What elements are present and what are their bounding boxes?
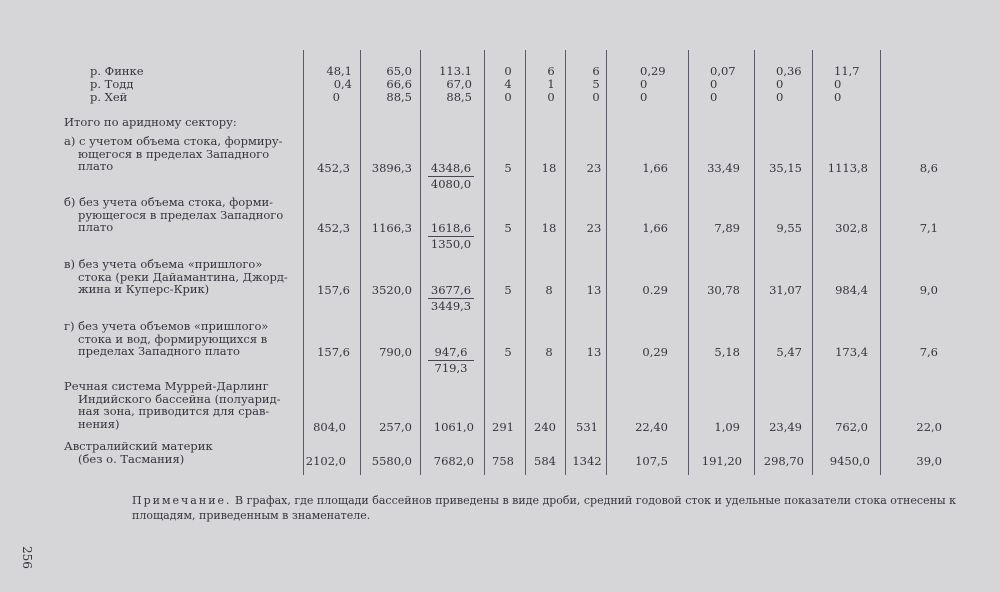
river-name: р. Финке (90, 64, 144, 78)
cell-d2: 7,89 (714, 221, 740, 235)
cell-c3: 5 (592, 77, 600, 91)
cell-area-total: 1061,0 (433, 420, 474, 434)
cell-d3: 31,07 (769, 283, 802, 297)
cell-area-a: 452,3 (317, 161, 350, 175)
cell-d5: 9,0 (919, 283, 938, 297)
cell-c3: 13 (586, 283, 602, 297)
cell-c3: 0 (592, 90, 600, 104)
cell-area-b: 5580,0 (371, 454, 412, 468)
cell-d5: 22,0 (916, 420, 942, 434)
row-label-line: стока и вод, формирующихся в (78, 331, 268, 346)
column-rule (303, 50, 304, 475)
fraction-denominator: 4080,0 (430, 177, 472, 191)
cell-c1: 291 (492, 420, 514, 434)
cell-d3: 9,55 (776, 221, 802, 235)
cell-d4: 1113,8 (827, 161, 868, 175)
cell-d1: 0,29 (642, 345, 668, 359)
table-note (132, 493, 962, 523)
cell-area-b: 66,6 (386, 77, 412, 91)
column-rule (688, 50, 689, 475)
cell-area-a: 452,3 (317, 221, 350, 235)
cell-d4: 9450,0 (829, 454, 870, 468)
cell-d5: 8,6 (919, 161, 938, 175)
column-rule (754, 50, 755, 475)
row-label-line: в) без учета объема «пришлого» (64, 257, 263, 271)
cell-d5: 7,6 (919, 345, 938, 359)
cell-d1: 1,66 (642, 221, 668, 235)
row-label-line: Речная система Муррей-Дарлинг (64, 379, 269, 393)
cell-area-a: 157,6 (317, 283, 350, 297)
cell-d3: 0 (776, 77, 784, 91)
cell-c2: 584 (534, 454, 556, 468)
row-label-line: плато (78, 159, 114, 173)
cell-d4: 11,7 (834, 64, 860, 78)
cell-area-a: 157,6 (317, 345, 350, 359)
cell-d1: 107,5 (635, 454, 668, 468)
section-heading: Итого по аридному сектору: (64, 115, 237, 129)
page-number: 256 (20, 546, 34, 569)
cell-area-total: 67,0 (446, 77, 472, 91)
cell-c2: 0 (547, 90, 555, 104)
row-label-line: г) без учета объемов «пришлого» (64, 319, 269, 333)
cell-c3: 6 (592, 64, 600, 78)
row-label-line: (без о. Тасмания) (78, 451, 185, 466)
cell-area-fraction (428, 222, 474, 251)
cell-area-a: 804,0 (313, 420, 346, 434)
cell-d3: 0,36 (776, 64, 802, 78)
cell-d2: 0,07 (710, 64, 736, 78)
cell-area-total: 88,5 (446, 90, 472, 104)
cell-d4: 173,4 (835, 345, 868, 359)
cell-c1: 0 (504, 90, 512, 104)
row-label (64, 135, 294, 173)
cell-d1: 0,29 (640, 64, 666, 78)
column-rule (565, 50, 566, 475)
row-label-line: стока (реки Дайамантина, Джорд- (78, 269, 288, 284)
fraction-numerator: 1618,6 (428, 222, 474, 237)
cell-d4: 302,8 (835, 221, 868, 235)
row-label (64, 258, 294, 296)
row-label-line: пределах Западного плато (78, 344, 240, 358)
row-label (64, 380, 298, 430)
cell-c3: 13 (586, 345, 602, 359)
cell-d2: 33,49 (707, 161, 740, 175)
cell-c1: 4 (504, 77, 512, 91)
fraction-denominator: 3449,3 (430, 299, 472, 313)
fraction-numerator: 3677,6 (428, 284, 474, 299)
cell-c1: 758 (492, 454, 514, 468)
cell-d2: 1,09 (714, 420, 740, 434)
cell-c2: 8 (545, 283, 553, 297)
row-label-line: ная зона, приводится для срав- (78, 404, 270, 418)
river-name: р. Тодд (90, 77, 134, 91)
row-label-line: рующегося в пределах Западного (78, 207, 284, 222)
row-label-line: нения) (78, 416, 120, 431)
cell-area-total: 7682,0 (433, 454, 474, 468)
cell-d2: 191,20 (701, 454, 742, 468)
note-text: В графах, где площади бассейнов приведены в виде дроби, средний годовой сток и удельные показатели стока отнесены к площадям, приведенным в знаменателе. (132, 494, 956, 522)
cell-area-a: 48,1 (326, 64, 352, 78)
cell-d3: 5,47 (776, 345, 802, 359)
cell-c1: 5 (504, 283, 512, 297)
cell-d3: 298,70 (763, 454, 804, 468)
cell-d3: 35,15 (769, 161, 802, 175)
cell-d1: 0.29 (642, 283, 668, 297)
cell-c2: 6 (547, 64, 555, 78)
cell-area-fraction (428, 346, 474, 375)
cell-d4: 984,4 (835, 283, 868, 297)
row-label (64, 440, 298, 465)
cell-d3: 23,49 (769, 420, 802, 434)
cell-area-fraction (428, 162, 474, 191)
cell-c3: 1342 (572, 454, 602, 468)
cell-d2: 30,78 (707, 283, 740, 297)
cell-d2: 0 (710, 77, 718, 91)
column-rule (812, 50, 813, 475)
cell-area-b: 65,0 (386, 64, 412, 78)
note-lead: Примечание. (132, 494, 232, 507)
column-rule (420, 50, 421, 475)
cell-d3: 0 (776, 90, 784, 104)
cell-area-total: 113.1 (439, 64, 472, 78)
cell-d2: 5,18 (714, 345, 740, 359)
cell-c2: 18 (541, 161, 557, 175)
row-label (64, 320, 294, 358)
column-rule (525, 50, 526, 475)
cell-area-a: 0,4 (333, 77, 352, 91)
cell-d5: 7,1 (919, 221, 938, 235)
cell-area-b: 3896,3 (371, 161, 412, 175)
cell-area-b: 790,0 (379, 345, 412, 359)
river-name: р. Хей (90, 90, 128, 104)
cell-c2: 240 (534, 420, 556, 434)
row-label-line: ющегося в пределах Западного (78, 146, 270, 161)
row-label-line: жина и Куперс-Крик) (78, 282, 210, 296)
cell-d5: 39,0 (916, 454, 942, 468)
cell-c2: 18 (541, 221, 557, 235)
cell-d1: 0 (640, 90, 648, 104)
column-rule (880, 50, 881, 475)
cell-d2: 0 (710, 90, 718, 104)
cell-c3: 23 (586, 161, 602, 175)
cell-c3: 531 (576, 420, 598, 434)
cell-d4: 762,0 (835, 420, 868, 434)
cell-c1: 5 (504, 345, 512, 359)
column-rule (606, 50, 607, 475)
row-label (64, 196, 294, 234)
cell-c2: 1 (547, 77, 555, 91)
cell-area-b: 3520,0 (371, 283, 412, 297)
row-label-line: а) с учетом объема стока, формиру- (64, 134, 283, 148)
cell-d4: 0 (834, 90, 842, 104)
cell-area-fraction (428, 284, 474, 313)
row-label-line: б) без учета объема стока, форми- (64, 195, 274, 209)
fraction-numerator: 947,6 (428, 346, 474, 361)
cell-c1: 5 (504, 161, 512, 175)
cell-area-b: 257,0 (379, 420, 412, 434)
fraction-denominator: 1350,0 (430, 237, 472, 251)
row-label-line: Индийского бассейна (полуарид- (78, 391, 281, 406)
fraction-numerator: 4348,6 (428, 162, 474, 177)
cell-c3: 23 (586, 221, 602, 235)
column-rule (360, 50, 361, 475)
cell-area-a: 0 (332, 90, 340, 104)
fraction-denominator: 719,3 (434, 361, 468, 375)
cell-d1: 0 (640, 77, 648, 91)
cell-c1: 5 (504, 221, 512, 235)
cell-area-b: 1166,3 (371, 221, 412, 235)
cell-area-a: 2102,0 (305, 454, 346, 468)
cell-d4: 0 (834, 77, 842, 91)
cell-area-b: 88,5 (386, 90, 412, 104)
cell-c2: 8 (545, 345, 553, 359)
cell-d1: 1,66 (642, 161, 668, 175)
cell-d1: 22,40 (635, 420, 668, 434)
cell-c1: 0 (504, 64, 512, 78)
row-label-line: плато (78, 220, 114, 234)
row-label-line: Австралийский материк (64, 439, 213, 453)
column-rule (484, 50, 485, 475)
